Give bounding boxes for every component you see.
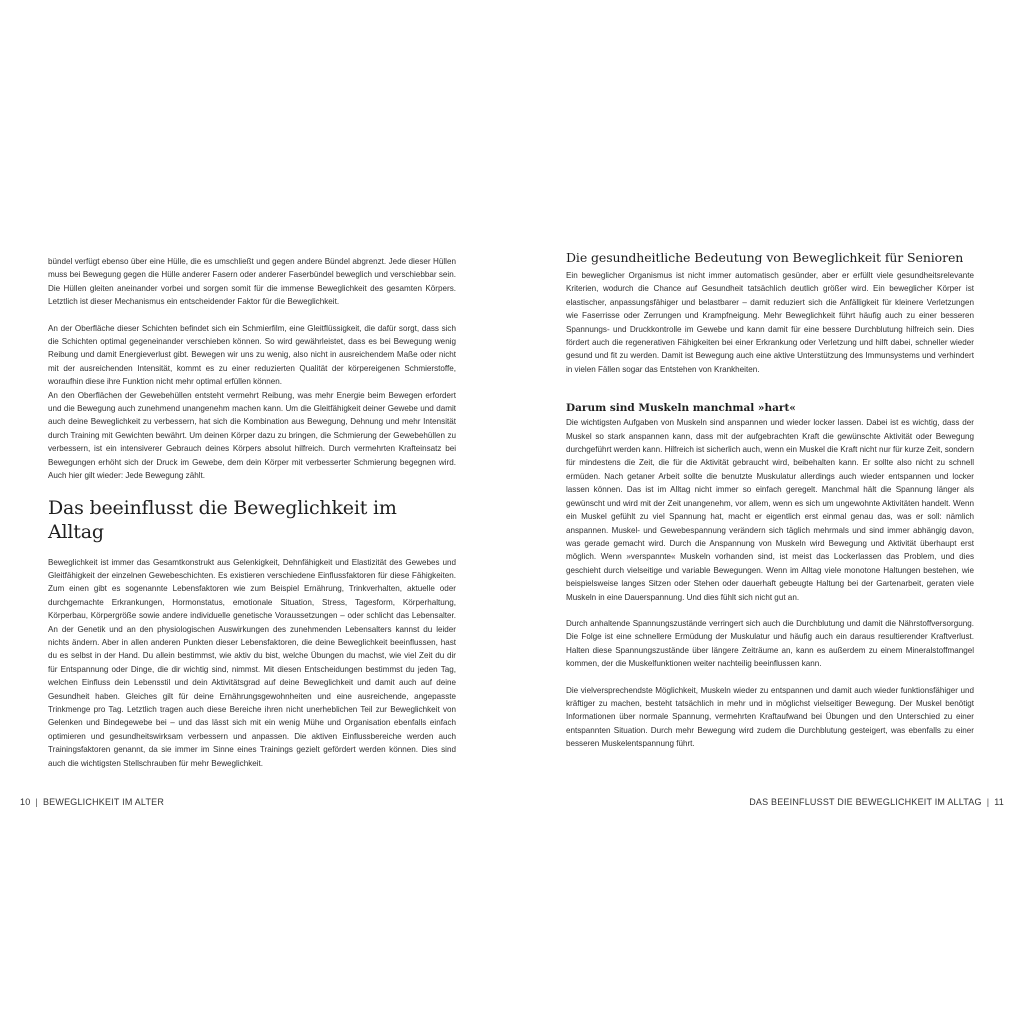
- paragraph: An der Oberfläche dieser Schichten befindet sich ein Schmierfilm, eine Gleitflüssigkeit, die dafür sorgt, dass sich die Schichten optimal gegeneinander verschieben können. So wird gewährleistet, dass es bei Bewegung wenig Reibung und damit Energieverlust gibt. Bewegen wir uns zu wenig, also nicht in ausreichendem Maße oder nicht mit der ausreichenden Intensität, kommt es zu einer reduzierten Qualität der körpereigenen Schmierstoffe, woraufhin diese ihre Funktion nicht mehr optimal erfüllen können.: [48, 323, 456, 387]
- page-number: 11: [994, 797, 1004, 807]
- running-title: BEWEGLICHKEIT IM ALTER: [42, 797, 165, 807]
- paragraph: Ein beweglicher Organismus ist nicht immer automatisch gesünder, aber er erfüllt viele gesundheitsrelevante Kriterien, wodurch die Chance auf Gesundheit tatsächlich deutlich größer wird. Ein beweglicher Körper ist elastischer, anpassungsfähiger und belastbarer – damit reduziert sich die Anfälligkeit für kleinere Verletzungen wie Faserrisse oder Zerrungen und Krampfneigung. Mehr Beweglichkeit führt häufig auch zu einer besseren Spannungs- und Druckkontrolle im Gewebe und kann damit für eine bessere Durchblutung hilfreich sein. Dies fördert auch die regenerativen Fähigkeiten bei einer Erkrankung oder Verletzung und hilft dabei, schneller wieder gesund und fit zu werden. Damit ist Bewegung auch eine aktive Unterstützung des Immunsystems und verhindert in vielen Fällen sogar das Entstehen von Krankheiten.: [566, 271, 974, 374]
- paragraph: Durch anhaltende Spannungszustände verringert sich auch die Durchblutung und damit die Nährstoffversorgung. Die Folge ist eine schnellere Ermüdung der Muskulatur und häufig auch ein daraus resultierender Kraftverlust. Halten diese Spannungszustände über längere Zeiträume an, kann es außerdem zu einem Mineralstoffmangel kommen, der die Muskelfunktionen weiter nachteilig beeinflussen kann.: [566, 618, 974, 669]
- running-title: DAS BEEINFLUSST DIE BEWEGLICHKEIT IM ALLTAG: [749, 797, 982, 807]
- paragraph: Die wichtigsten Aufgaben von Muskeln sind anspannen und wieder locker lassen. Dabei ist es wichtig, dass der Muskel so stark anspannen kann, dass mit der aufgebrachten Kraft die gewünschte Aktivität oder Bewegung durchgeführt werden kann. Hilfreich ist sicherlich auch, wenn ein Muskel die Kraft nicht nur für kurze Zeit, sondern für mindestens die Zeit, die für die Aktivität gebraucht wird, beibehalten kann. Er sollte also nicht zu schnell ermüden. Nach getaner Arbeit sollte die benutzte Muskulatur allerdings auch wieder entspannen und locker lassen können. Das ist im Alltag nicht immer so einfach geregelt. Manchmal hält die Spannung länger als gewünscht und wird mit der Zeit unangenehm, vor allem, wenn es sich um ungewohnte Aktivitäten handelt. Wenn ein Muskel gefühlt zu viel Spannung hat, macht er eigentlich erst einmal genau das, was er soll: nämlich anspannen. Muskel- und Gewebespannung verändern sich täglich mehrmals und sind immer abhängig davon, was gerade gemacht wird. Durch die Anspannung von Muskeln wird Bewegung und Aktivität überhaupt erst möglich. Wenn »verspannte« Muskeln vorhanden sind, ist meist das Lockerlassen das Problem, und dies geschieht durch vielseitige und variable Bewegungen. Wenn im Alltag viele monotone Haltungen bestehen, wie beispielsweise langes Sitzen oder Stehen oder dauerhaft gebeugte Haltung bei der Gartenarbeit, geraten viele Muskeln in eine Dauerspannung. Und dies fühlt sich nicht gut an.: [566, 418, 974, 602]
- section-heading: Das beeinflusst die Beweglichkeit im Alltag: [48, 496, 397, 543]
- left-text-column: [48, 255, 456, 770]
- paragraph: Die vielversprechendste Möglichkeit, Muskeln wieder zu entspannen und damit auch wieder funktionsfähiger und kräftiger zu machen, besteht tatsächlich in mehr und in möglichst vielseitiger Bewegung. Der Muskel benötigt Informationen über normale Spannung, vermehrten Kraftaufwand bei Übungen und den Unterschied zu einer entspannten Situation. Durch mehr Bewegung wird zudem die Durchblutung gesteigert, was ebenfalls zu einer besseren Muskelentspannung führt.: [566, 685, 974, 749]
- page-footer-right: [749, 796, 1004, 808]
- sub-heading: Darum sind Muskeln manchmal »hart«: [566, 402, 796, 415]
- paragraph: Beweglichkeit ist immer das Gesamtkonstrukt aus Gelenkigkeit, Dehnfähigkeit und Elastizität des Gewebes und Gleitfähigkeit der einzelnen Gewebeschichten. Es existieren verschiedene Einflussfaktoren für diese Fähigkeiten. Zum einen gibt es sogenannte Lebensfaktoren wie zum Beispiel Ernährung, Trinkverhalten, aktuelle oder durchgemachte Erkrankungen, Hormonstatus, emotionale Situation, Stress, Tagesform, Körperhaltung, Körperbau, Körpergröße sowie andere individuelle genetische Voraussetzungen – oder schlicht das Lebensalter. An der Genetik und an den physiologischen Auswirkungen des zunehmenden Lebensalters kannst du leider nichts ändern. Aber in allen anderen Punkten dieser Lebensfaktoren, die deine Beweglichkeit beeinflussen, hast du es selbst in der Hand. Du allein bestimmst, wie aktiv du bist, welche Übungen du machst, wie viel Zeit du dir für Entspannung oder Dinge, die dir wichtig sind, nimmst. Mit diesen Entscheidungen bestimmst du jeden Tag, welchen Einfluss dein Lebensstil und dein Aktivitätsgrad auf deine Beweglichkeit und damit auch auf deine Gesundheit haben. Gleiches gilt für deine Ernährungsgewohnheiten und eine ausreichende, angepasste Trinkmenge pro Tag. Letztlich tragen auch diese Bereiche ihren nicht unerheblichen Teil zur Beweglichkeit von Gelenken und Bindegewebe bei – und das lässt sich mit ein wenig Mühe und Organisation ebenfalls einfach optimieren und gesundheitswirksam verbessern und anpassen. Die aktiven Einflussbereiche werden auch Trainingsfaktoren genannt, da sie immer im Sinne eines Trainings gezielt gefördert werden können. Dies sind auch die wichtigsten Stellschrauben für mehr Beweglichkeit.: [48, 557, 456, 768]
- paragraph: An den Oberflächen der Gewebehüllen entsteht vermehrt Reibung, was mehr Energie beim Bewegen erfordert und die Bewegung auch zunehmend unangenehm machen kann. Um die Gleitfähigkeit deiner Gewebe und damit auch deine Beweglichkeit zu verbessern, hat sich die Kombination aus Bewegung, Dehnung und mehr Intensität durch Training mit Gewichten bewährt. Um deinen Körper dazu zu bringen, die Schmierung der Gewebehüllen zu verbessern, ist ein intensiverer Gebrauch deines Körpers absolut hilfreich. Durch vermehrten Krafteinsatz bei Bewegungen erhöht sich der Druck im Gewebe, dem dein Körper mit verbesserter Schmierung begegnen wird. Auch hier gilt wieder: Jede Bewegung zählt.: [48, 390, 456, 481]
- footer-separator: |: [986, 797, 990, 807]
- right-page: [512, 0, 1024, 1024]
- page-number: 10: [20, 797, 31, 807]
- paragraph: bündel verfügt ebenso über eine Hülle, die es umschließt und gegen andere Bündel abgrenzt. Jede dieser Hüllen muss bei Bewegung gegen die Hülle anderer Fasern oder anderer Faserbündel beweglich und verschiebbar sein. Die Hüllen gleiten aneinander vorbei und sorgen somit für die immense Beweglichkeit des gesamten Körpers. Letztlich ist dieser Mechanismus ein entscheidender Faktor für die Beweglichkeit.: [48, 257, 456, 307]
- section-heading: Die gesundheitliche Bedeutung von Beweglichkeit für Senioren: [566, 250, 964, 265]
- right-text-column: [566, 249, 974, 751]
- page-footer-left: [20, 796, 164, 808]
- footer-separator: |: [35, 797, 38, 807]
